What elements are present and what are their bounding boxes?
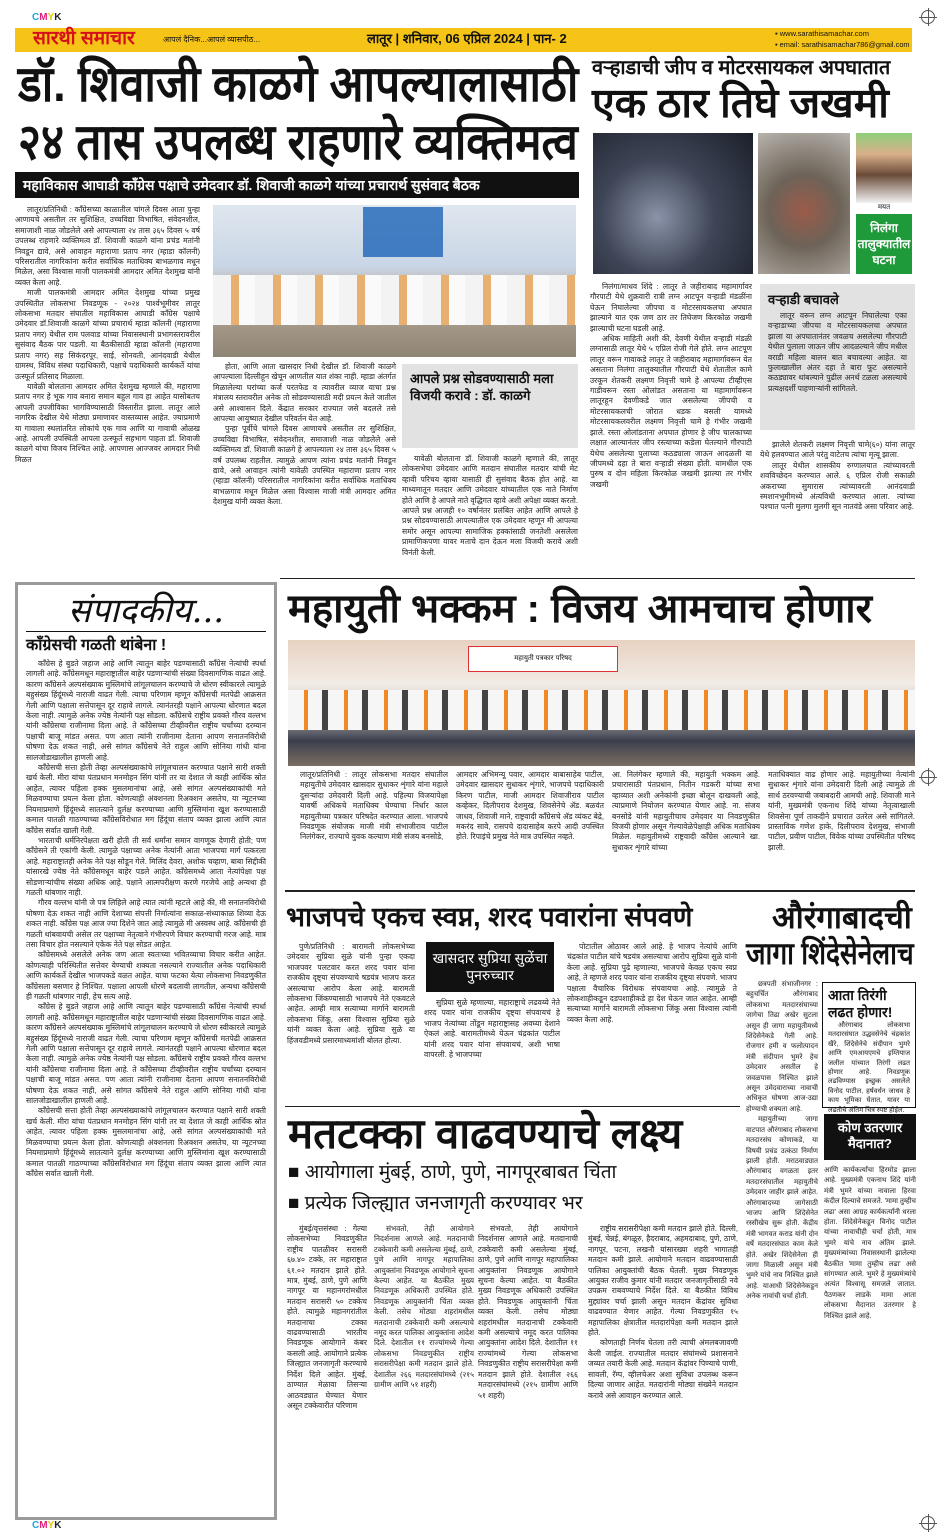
lead-column-3	[402, 454, 578, 558]
email-link[interactable]: ▪ email: sarathisamachar786@gmail.com	[775, 40, 910, 49]
location-tag: निलंगा तालुक्यातील घटना	[856, 214, 912, 274]
accident-kicker: वऱ्हाडाची जीप व मोटरसायकल अपघातात	[592, 57, 891, 79]
cmyk-c: C	[32, 1520, 40, 1531]
paragraph: लातूर/प्रतिनिधी : काँग्रेसच्या काळातील चांगले दिवस आता पुन्हा आणायचे असतील तर सुशिक्षित, उच्चविद्या विभाषित, संवेदनशील, समाजाशी नाळ जोडलेले असे आपल्याला २४ तास ३६५ दिवस ५ वर्ष उपलब्ध राहणारे व्यक्तिमत्व डॉ. शिवाजी काळगे यांना प्रचंड मतांनी निवडून द्यावे, असे आवाहन महाराणा प्रताप नगर (म्हाडा कॉलनी) परिसरातील नागरिकांना करीत सर्वाधिक मताधिक्य बाभळगाव मधून मिळेल, असा विश्वास माजी पालकमंत्री आमदार अमित देशमुख यांनी व्यक्त केला आहे.	[15, 205, 200, 287]
lead-subhead-bar	[15, 172, 579, 198]
paragraph: राष्ट्रीय सरासरीपेक्षा कमी मतदान झाले होते. दिल्ली, मुंबई, चेन्नई, बंगळूरु, हैदराबाद, अहमदाबाद, पुणे, ठाणे, नागपूर, पटना, लखनौ यांसारख्या शहरी भागातही मतदान कमी झाले. आयोगाने मतदान वाढवण्यासाठी पालिका आयुक्तांची बैठक घेतली. मुख्य निवडणूक आयुक्त राजीव कुमार यांनी मतदार जनजागृतीसाठी नवे उपक्रम राबवण्याचे निर्देश दिले. या बैठकीत विविध मुद्द्यांवर चर्चा झाली असून मतदान केंद्रांवर सुविधा वाढवण्यात येणार आहेत. गेल्या निवडणुकीत १५ महापालिका क्षेत्रातील मतदारांपेक्षा कमी मतदान झाले होते.	[588, 1224, 738, 1338]
paragraph: यावेळी बोलताना आमदार अमित देशमुख म्हणाले की, महाराणा प्रताप नगर हे भूक गाव बनारा समान बहुल गाव हा आहेत यासोबतच आपली उपजीविका भागविण्यासाठी विस्तारीत झाला. लातूर आले नागरिक देखील येथे मोठ्या प्रमाणावर वास्तव्यास आहेत. ज्याप्रमाणे या गावाला स्थलांतरित लोकांचे एक गाव आणि या गावाची ओळख आहे. आपली उपस्थिती आपला उत्स्फूर्त सहभाग पाहता डॉ. शिवाजी काळगे यांचा विजय निश्चित आहे. आपणास आज्जवर आमदार निधी मिळत	[15, 381, 200, 464]
editorial-title: संपादकीय...	[26, 591, 266, 632]
accident-photo-jeep	[593, 133, 753, 274]
registration-mark-icon	[921, 10, 935, 24]
bjp-callout-box: खासदार सुप्रिया सुळेंचा पुनरुच्चार	[426, 942, 554, 992]
aurangabad-callout-title: आता तिरंगी लढत होणार!	[828, 987, 893, 1020]
paragraph: छत्रपती संभाजीनगर : बहुचर्चित औरंगाबाद लोकसभा मतदारसंघाच्या जागेचा तिढा अखेर सुटला असून ही जागा महायुतीमध्ये शिंदेसेनेकडे गेली आहे. रोजगार हमी व फलोत्पादन मंत्री संदीपान भुमरे हेच उमेदवार असतील हे जवळपास निश्चित झाले असून उमेदवाराच्या नावाची अधिकृत घोषणा आज-उद्या होण्याची शक्यता आहे.	[746, 981, 818, 1113]
matdan-bullet-1: ■ आयोगाला मुंबई, ठाणे, पुणे, नागपूरबाबत चिंता	[288, 1162, 617, 1183]
bjp-column-3	[567, 942, 737, 1098]
paragraph: निलंगा/माधव शिंदे : लातूर ते जहीराबाद महामार्गावर गौरपाटी येथे शुक्रवारी रात्री लग्न आटपून वऱ्हाडी मंडळींना घेऊन निघालेल्या जीपचा व मोटरसायकलचा अपघात झाल्याने यात एक जण ठार तर तिघेजण किरकोळ जखमी झाल्याची घटना घडली आहे.	[590, 282, 752, 333]
bullet-text: प्रत्येक जिल्ह्यात जनजागृती करण्यावर भर	[304, 1193, 583, 1214]
aurangabad-callout-box	[822, 982, 916, 1114]
matdan-bullet-2: ■ प्रत्येक जिल्ह्यात जनजागृती करण्यावर भर	[288, 1193, 583, 1214]
aurangabad-callout-text: औरंगाबाद लोकसभा मतदारसंघात उद्धवसेनेचे चंद्रकांत खैरे, शिंदेसेनेचे संदीपान भुमरे आणि एमआयएमचे इम्तियाज जलील यांच्यात तिरंगी लढत होणार आहे. निवडणूक लढविण्यास इच्छुक असलेले विनोद पाटील, हर्षवर्धन जाधव हे काय भूमिका घेतात, यावर या लढतीचे अंतिम चित्र स्पष्ट होईल.	[828, 1022, 910, 1114]
paragraph: झालेले शेतकरी लक्ष्मण निवृत्ती चामे(६०) यांना लातूर येथे हलवण्यात आले परंतु वाटेतच त्यांचा मृत्यू झाला.	[760, 440, 915, 460]
aurangabad-question-box: कोण उतरणार मैदानात?	[824, 1114, 916, 1160]
divider	[285, 890, 915, 892]
accident-callout-box	[760, 284, 915, 430]
website-link[interactable]: ▪ www.sarathisamachar.com	[775, 29, 869, 38]
matdan-column-2-a	[374, 1224, 474, 1520]
accident-column-1	[590, 282, 752, 575]
paragraph: होता, आणि आता खासदार निधी देखील डॉ. शिवाजी काळगे आपल्याला दिल्लीहून खेचून आणतील यात शंका नाही. म्हाडा अंतर्गत मिळालेल्या घरांच्या कर्ज परतफेड व त्यावरील व्याज याचा प्रश्न मंत्रालय स्तरावरील अनेक तो सोडवण्यासाठी मदी प्रयत्न केले जातील असे आश्वासन दिले. केंद्रात सरकार राज्यात जसे बदलले तसे आपल्या आयुष्यात देखील परिवर्तन येत आहे.	[213, 362, 396, 424]
email-text: email: sarathisamachar786@gmail.com	[779, 40, 910, 49]
bjp-column-1	[287, 942, 415, 1098]
deceased-portrait	[856, 133, 912, 203]
paragraph: काँग्रेसची सत्ता होती तेव्हा अल्पसंख्याकांचे लांगूलचालन करण्यात पक्षाने सारी शक्ती खर्च केली. मीरा यांचा पंतप्रधान मनमोहन सिंग यांनी तर या देशात जे काही आर्थिक स्रोत आहेत, त्यावर पहिला हक्क मुसलमानांचा आहे, असे सांगत अल्पसंख्याकांची मते मिळवण्याचा प्रयत्न केला होता. कोणत्याही अंक्शनला रिअक्शन असतेच, या न्यूटनच्या नियमाप्रमाणे हिंदूंमध्ये सातत्याने दुर्लक्ष करण्याच्या आणि मुस्लिमांना खूश करण्यासाठी कमाल पातळी गाठण्याच्या काँग्रेसविरोधात मग हिंदूंचा संताप व्यक्त झाला आणि त्यात काँग्रेस सर्वात खाली गेली.	[26, 1106, 266, 1178]
accident-callout-text: लातूर वरून लग्न आटपून निघालेल्या एका वऱ्हाडाच्या जीपचा व मोटरसायकलचा अपघात झाला या अपघातानंतर जवळच असलेल्या गौरपाटी येथील पुलाला जाऊन जीप आदळल्याने जीप मधील वराडी महिला बालन बात बचावल्या आहेत. या फुलाखालील अंतर दहा ते बारा फूट असल्याने कठड्यावर थांबल्याने पुढील अनर्थ टळला असल्याचे प्रत्यक्षदर्शी पाहणाऱ्यांनी सांगितले.	[768, 311, 907, 393]
mahayuti-column-4: मताधिक्यात वाढ होणार आहे. महायुतीच्या नेत्यांनी सुधाकर शृंगारे यांना उमेदवारी दिली आहे त्यामुळे ती सार्थ ठरवण्याची जबाबदारी आमची आहे. शिवाजी माने यांनी, मुख्यमंत्री एकनाथ शिंदे यांच्या नेतृत्वाखाली शिवसेना पूर्ण ताकदीने प्रचारात उतरेल असे सांगितले. प्रास्ताविक गणेश हाके, दिलीपराव देशमुख, संभाजी पाटील, प्रवीण पाटील, विवेक यांच्या उपस्थितीत परिषद झाली.	[768, 770, 915, 852]
divider	[280, 578, 915, 579]
paragraph: कोणताही निर्णय घेतला तरी त्याची अंमलबजावणी केली जाईल. राज्यातील मतदार संघांमध्ये प्रशासनाने जय्यत तयारी केली आहे. मतदान केंद्रांवर पिण्याचे पाणी, सावली, रॅम्प, व्हीलचेअर अशा सुविधा उपलब्ध करून दिल्या जाणार आहेत. मतदारांनी मोठ्या संख्येने मतदान करावे असे आवाहन करण्यात आले.	[588, 1338, 738, 1400]
paragraph: महायुतीच्या जागा वाटपात औरंगाबाद लोकसभा मतदारसंघ कोणाकडे, या विषयी प्रचंड उत्कंठा निर्माण झाली होती. मराठवाड्यात औरंगाबाद वगळता इतर मतदारसंघातील महायुतीचे उमेदवार जाहीर झाले आहेत. औरंगाबादच्या जागेसाठी भाजप आणि शिंदेसेनेत रस्सीखेच सुरू होती. केंद्रीय मंत्री भागवत कराड यांनी दोन वर्षे मतदारसंघात काम केले होते. अखेर शिंदेसेनेला ही जागा मिळाली असून मंत्री भुमरे यांचे नाव निश्चित झाले आहे. याआधी शिंदेसेनेकडून अनेक नावांची चर्चा होती.	[746, 1116, 818, 1301]
cmyk-m: M	[39, 12, 48, 23]
editorial-text	[26, 659, 266, 1509]
mahayuti-press-photo	[288, 640, 915, 766]
matdan-headline: मतटक्का वाढवण्याचे लक्ष्य	[288, 1110, 683, 1157]
people-in-photo	[213, 275, 576, 325]
paragraph: लातूर येथील शासकीय रुग्णालयात त्यांच्यावरती शवविच्छेदन करण्यात आले. ६ एप्रिल रोजी सकाळी अकराच्या सुमारास त्यांच्यावरती आनंदवाडी स्मशानभूमीमध्ये अंत्यविधी करण्यात आला. त्यांच्या पश्चात पत्नी मुलगा मुलगी सून नातवंडे असा परिवार आहे.	[760, 460, 915, 512]
accident-column-2	[760, 440, 915, 572]
lead-column-2	[213, 362, 396, 557]
bullet-text: आयोगाला मुंबई, ठाणे, पुणे, नागपूरबाबत चिंता	[304, 1162, 617, 1183]
cmyk-c: C	[32, 12, 40, 23]
lead-headline-line2: २४ तास उपलब्ध राहणारे व्यक्तिमत्व	[18, 114, 578, 170]
bjp-headline: भाजपचे एकच स्वप्न, शरद पवारांना संपवणे	[286, 902, 693, 932]
paragraph: मुंबई/वृत्तसंस्था : गेल्या लोकसभेच्या निवडणुकीत राष्ट्रीय पातळीवर सरासरी ६७.४० टक्के, तर महाराष्ट्रात ६१.०२ मतदान झाले होते. मात्र, मुंबई, ठाणे, पुणे आणि नागपूर या महानगरांमधील मतदान सरासरी ५० टक्केच होते. त्यामुळे महानगरांतील मतदानाचा टक्का वाढवण्यासाठी भारतीय निवडणूक आयोगाने कंबर कसली आहे. आयोगाने प्रत्येक जिल्ह्यात जनजागृती करण्याचे निर्देश दिले आहेत. मुंबई, ठाण्यात मेळावा तिसऱ्या आठवड्यात घेण्यात येणार असून टक्केवारीत परिणाम	[287, 1224, 367, 1410]
paragraph: पोटातील ओठावर आले आहे. हे भाजप नेत्यांचे आणि चंद्रकांत पाटील यांचे षडयंत्र असल्याचा आरोप सुप्रिया सुळे यांनी केला आहे. सुप्रिया पुढे म्हणाल्या, भाजपचे केवळ एकच स्वप्न आहे, ते म्हणजे शरद पवार यांना राजकीय दृष्ट्या संपवणे. भाजप पक्षाला वैचारिक विरोधक संपवायचा आहे. त्यामुळे ते लोकशाहीकडून दडपशाहीकडे हा देश घेऊन जात आहेत. आम्ही सत्याच्या मार्गाने बारामती लोकसभा जिंकू असा विश्वास त्यांनी व्यक्त केला आहे.	[567, 942, 737, 1024]
cmyk-k: K	[54, 12, 62, 23]
deceased-caption: मयत	[877, 204, 891, 211]
paragraph: माजी पालकमंत्री आमदार अमित देशमुख यांच्या प्रमुख उपस्थितीत लोकसभा निवडणूक - २०२४ पार्श्वभूमीवर लातूर लोकसभा मतदार संघातील महाविकास आघाडी काँग्रेस पक्षाचे उमेदवार डॉ.शिवाजी काळगे यांच्या प्रचारार्थ म्हाडा कॉलनी (महाराणा प्रताप नगर) येथील राम पलवाड यांच्या निवासस्थानी प्रभागस्तरावरील सुसंवाद बैठक पार पडली. या बैठकीसाठी म्हाडा कॉलनी (महाराणा प्रताप नगर) सह सिकंदरपूर, साई, सोनवती, आनंदवाडी येथील ग्रामस्थ, विविध संस्था पदाधिकारी, पक्षाचे पदाधिकारी कार्यकर्ते यांचा उत्स्फूर्त प्रतिसाद मिळाला.	[15, 288, 200, 381]
banner-in-photo	[363, 207, 443, 257]
mahayuti-column-3: आ. निलंगेकर म्हणाले की, महायुती भक्कम आहे. प्रचारासाठी पंतप्रधान, नितीन गडकरी यांच्या सभा व्हाव्यात अशी अनेकांनी इच्छा बोलून दाखवली आहे, त्याप्रमाणे नियोजन करण्यात येणार आहे. ना. संजय बनसोडे यांनी महायुतीचाच उमेदवार या निवडणुकीत विजयी होणार असून गेल्यावेळेपेक्षाही अधिक मताधिक्य मिळेल. महायुतीमध्ये राष्ट्रवादी काँग्रेस आल्याने खा. सुधाकर शृंगारे यांच्या	[612, 770, 760, 852]
registration-mark-icon	[921, 770, 935, 784]
masthead-logo: सारथी समाचार	[33, 28, 135, 49]
cmyk-k: K	[54, 1520, 62, 1531]
mahayuti-column-2: आमदार अभिमन्यू पवार, आमदार बाबासाहेब पाटील, उमेदवार खासदार सुधाकर शृंगारे, भाजपचे पदाधिकारी किरण पाटील, माजी आमदार शिवाजीराव पाटील कव्हेकर, दिलीपराव देशमुख, शिवसेनेचे ॲड. बळवंत जाधव, शिवाजी माने, राष्ट्रवादी काँग्रेसचे ॲड व्यंकट बेद्रे, मकरंद सावे, रासपचे दादासाहेब करपे आदी उपस्थित होते. रिपाइंचे प्रमुख नेते मात्र उपस्थित नव्हते.	[456, 770, 604, 842]
paragraph: काँग्रेस हे बुडते जहाज आहे आणि त्यातून बाहेर पडण्यासाठी काँग्रेस नेत्यांची स्पर्धा लागली आहे. काँग्रेसमधून महाराष्ट्रातील बाहेर पडणाऱ्यांची संख्या दिवसागणिक वाढत आहे. कारण काँग्रेसने अल्पसंख्याक मुस्लिमांचे लांगूलचालन करण्याचे जे धोरण स्वीकारले त्यामुळे बहुसंख्य हिंदूंमध्ये नाराजी वाढत गेली. त्याचा परिणाम म्हणून काँग्रेसची मतपेढी आक्रसत गेली आणि पक्षाला सत्तेपासून दूर राहावे लागले. त्यानंतरही पक्षाने आपल्या धोरणात बदल केला नाही. त्यामुळे अनेक ज्येष्ठ नेत्यांनी पक्ष सोडला. काँग्रेसचे राष्ट्रीय प्रवक्ते गौरव वल्लभ यांनी काँग्रेसचा राजीनामा दिला आहे. ते काँग्रेसच्या टीव्हीवरील राष्ट्रीय चर्चांच्या दरम्यान पक्षाची बाजू मांडत असत. पण आता त्यांनी राजीनामा देताना आपण सनातनविरोधी घोषणा देऊ शकत नाही, असे सांगत काँग्रेसचे नेते राहुल आणि सोनिया गांधी यांना सालजोडाखालील हाणली आहे.	[26, 1002, 266, 1106]
people-in-photo	[288, 690, 915, 730]
cmyk-mark-bottom	[32, 1520, 61, 1531]
divider	[285, 1106, 740, 1107]
paragraph: काँग्रेसची सत्ता होती तेव्हा अल्पसंख्याकांचे लांगूलचालन करण्यात पक्षाने सारी शक्ती खर्च केली. मीरा यांचा पंतप्रधान मनमोहन सिंग यांनी तर या देशात जे काही आर्थिक स्रोत आहेत, त्यावर पहिला हक्क मुसलमानांचा आहे, असे सांगत अल्पसंख्याकांची मते मिळवण्याचा प्रयत्न केला होता. कोणत्याही अंक्शनला रिअक्शन असतेच, या न्यूटनच्या नियमाप्रमाणे हिंदूंमध्ये सातत्याने दुर्लक्ष करण्याच्या आणि मुस्लिमांना खूश करण्यासाठी कमाल पातळी गाठण्याच्या काँग्रेसविरोधात मग हिंदूंचा संताप व्यक्त झाला आणि त्यात काँग्रेस सर्वात खाली गेली.	[26, 763, 266, 835]
accident-photo-motorcycle	[758, 133, 850, 274]
dateline: लातूर | शनिवार, 06 एप्रिल 2024 | पान- 2	[367, 31, 567, 46]
mahayuti-column-1: लातूर/प्रतिनिधी : लातूर लोकसभा मतदार संघातील महायुतीचे उमेदवार खासदार सुधाकर शृंगारे यांना महाले दुसऱ्यांदा उमेदवारी दिली आहे. पहिल्या विजयापेक्षा यावर्षी अधिकचे मताधिक्य घेण्याचा निर्धार काल महायुतीच्या पत्रकार परिषदेत करण्यात आला. भाजपचे निवडणूक संयोजक माजी मंत्री संभाजीराव पाटील निलंगेकर, राज्याचे युवक कल्याण मंत्री संजय बनसोडे,	[300, 770, 448, 842]
aurangabad-column-1	[746, 980, 818, 1520]
masthead-bar	[15, 28, 912, 52]
matdan-column-2	[478, 1224, 578, 1520]
matdan-column-3	[588, 1224, 738, 1520]
paragraph: काँग्रेस हे बुडते जहाज आहे आणि त्यातून बाहेर पडण्यासाठी काँग्रेस नेत्यांची स्पर्धा लागली आहे. काँग्रेसमधून महाराष्ट्रातील बाहेर पडणाऱ्यांची संख्या दिवसागणिक वाढत आहे. कारण काँग्रेसने अल्पसंख्याक मुस्लिमांचे लांगूलचालन करण्याचे जे धोरण स्वीकारले त्यामुळे बहुसंख्य हिंदूंमध्ये नाराजी वाढत गेली. त्याचा परिणाम म्हणून काँग्रेसची मतपेढी आक्रसत गेली आणि पक्षाला सत्तेपासून दूर राहावे लागले. त्यानंतरही पक्षाने आपल्या धोरणात बदल केला नाही. त्यामुळे अनेक ज्येष्ठ नेत्यांनी पक्ष सोडला. काँग्रेसचे राष्ट्रीय प्रवक्ते गौरव वल्लभ यांनी काँग्रेसचा राजीनामा दिला आहे. ते काँग्रेसच्या टीव्हीवरील राष्ट्रीय चर्चांच्या दरम्यान पक्षाची बाजू मांडत असत. पण आता त्यांनी राजीनामा देताना आपण सनातनविरोधी घोषणा देऊ शकत नाही, असे सांगत काँग्रेसचे नेते राहुल आणि सोनिया गांधी यांना सालजोडाखालील हाणली आहे.	[26, 659, 266, 762]
paragraph: संभवतो, तेही आयोगाने निदर्शनास आणले आहे. मतदानाची टक्केवारी कमी असलेल्या मुंबई, ठाणे, पुणे आणि नागपूर महापालिका आयुक्तांना निवडणूक आयोगाने सूचना केल्या आहेत. या बैठकीत मुख्य निवडणूक अधिकारी उपस्थित होते. निवडणूक आयुक्तांनी चिंता व्यक्त केली. तसेच मोठ्या शहरांमधील मतदानाची टक्केवारी कमी असल्याचे नमूद करत पालिका आयुक्तांना आदेश दिले. देशातील ११ राज्यांमध्ये गेल्या लोकसभा निवडणुकीत राष्ट्रीय सरासरीपेक्षा कमी मतदान झाले होते. देशातील २६६ मतदारसंघांमध्ये (२१५ ग्रामीण आणि ५१ शहरी)	[478, 1224, 578, 1400]
paragraph: गौरव वल्लभ यांनी जे पत्र लिहिले आहे त्यात त्यांनी म्हटले आहे की, मी सनातनविरोधी घोषणा देऊ शकत नाही आणि देशाच्या संपत्ती निर्मात्यांना सकाळ-संध्याकाळ शिव्या देऊ शकत नाही. काँग्रेस पक्ष आज ज्या दिशेने जात आहे त्यामुळे मी अस्वस्थ आहे. काँग्रेसची ही गळती थांबवायची असेल तर पक्षाच्या नेतृत्वाने गंभीरपणे विचार करण्याची गरज आहे. मात्र तसा विचार होत नसल्याने एकेक नेते पक्ष सोडत आहेत.	[26, 898, 266, 949]
paragraph: पुन्हा पूर्वीचे चांगले दिवस आणायचे असतील तर सुशिक्षित, उच्चविद्या विभाषित, संवेदनशील, समाजाशी नाळ जोडलेले असे व्यक्तिमत्व डॉ. शिवाजी काळगे हे आपल्याला २४ तास ३६५ दिवस ५ वर्ष उपलब्ध राहतील. त्यामुळे आपण त्यांना प्रचंड मतांनी निवडून द्यावे, असे आवाहन त्यांनी यावेळी उपस्थित महाराणा प्रताप नगर (म्हाडा कॉलनी) परिसरातील नागरिकांना करीत सर्वाधिक मताधिक्य बाभळगाव मधून मिळेल असा विश्वास माजी मंत्री आमदार अमित देशमुख यांनी व्यक्त केला.	[213, 424, 396, 507]
cmyk-m: M	[39, 1520, 48, 1531]
paragraph: संभवतो, तेही आयोगाने निदर्शनास आणले आहे. मतदानाची टक्केवारी कमी असलेल्या मुंबई, ठाणे, पुणे आणि नागपूर महापालिका आयुक्तांना निवडणूक आयोगाने सूचना केल्या आहेत. या बैठकीत मुख्य निवडणूक अधिकारी उपस्थित होते. निवडणूक आयुक्तांनी चिंता व्यक्त केली. तसेच मोठ्या शहरांमधील मतदानाची टक्केवारी कमी असल्याचे नमूद करत पालिका आयुक्तांना आदेश दिले. देशातील ११ राज्यांमध्ये गेल्या लोकसभा निवडणुकीत राष्ट्रीय सरासरीपेक्षा कमी मतदान झाले होते. देशातील २६६ मतदारसंघांमध्ये (२१५ ग्रामीण आणि ५१ शहरी)	[374, 1224, 474, 1390]
lead-headline-line1: डॉ. शिवाजी काळगे आपल्यालासाठी	[18, 56, 579, 112]
website-text: www.sarathisamachar.com	[779, 29, 869, 38]
editorial-box	[15, 582, 277, 1520]
masthead-tagline: आपलं दैनिक...आपलं व्यासपीठ...	[163, 35, 261, 44]
cmyk-mark-top	[32, 12, 61, 23]
lead-column-1	[15, 205, 200, 557]
registration-mark-icon	[921, 1516, 935, 1530]
bjp-column-2	[424, 998, 560, 1102]
lead-subhead-text: महाविकास आघाडी काँग्रेस पक्षाचे उमेदवार डॉ. शिवाजी काळगे यांच्या प्रचारार्थ सुसंवाद बैठक	[23, 177, 480, 193]
paragraph: अधिक माहिती अशी की, देवणी येथील वऱ्हाडी मंडळी लग्नासाठी लातूर येथे ५ एप्रिल रोजी गेले होते. लग्न आटपूण लातूर वरून गावाकडे लातूर ते जहीराबाद महामार्गावरून येत असताना निलंगा तालुक्यातील गौरपाटी येथे शेतातील कामे उरकून शेतकरी लक्ष्मण निवृत्ती चामे हे आपल्या टीव्हीएस गाडीवरून रस्ता ओलांडत असताना या महामार्गावरून लातूरहून देवणीकडे जात असलेल्या जीपची व मोटरसायकलची जोरात धडक बसली यामध्ये मोटरसायकलवरील लक्ष्मण निवृत्ती चामे हे गंभीर जखमी झाले. रस्ता ओलांडताना अपघात होणार हे जीप चालकाच्या लक्षात आल्यानंतर जीप रस्त्याच्या कडेला घेतल्याने गौरपाटी येथेच असलेल्या पुलाच्या कठड्याला जाऊन आदळली या जीपमध्ये दहा ते बारा वऱ्हाडी संख्या होती. यामधील एक पुरुष व दोन महिला किरकोळ जखमी झाल्या तर गंभीर जखमी	[590, 334, 752, 489]
paragraph: काँग्रेसमध्ये असलेले अनेक जण आता स्वतःच्या भवितव्याचा विचार करीत आहेत. कोणत्याही परिस्थितीत सत्तेवर येण्याची शक्यता नसल्याने राज्यातील अनेक पदाधिकारी आणि कार्यकर्ते देखील भाजपकडे वळत आहेत. याचा फटका येत्या लोकसभा निवडणुकीत काँग्रेसला बसणार हे निश्चित. पक्षाला आपली धोरणे बदलावी लागतील, अन्यथा काँग्रेसची ही गळती थांबणार नाही, हेच सत्य आहे.	[26, 950, 266, 1001]
paragraph: भारताची धर्मनिरपेक्षता खरी होती ती सर्व धर्मांना समान वागणूक देणारी होती; पण काँग्रेसने ती एकांगी केली. त्यामुळे पक्षाच्या अनेक नेत्यांनी आता भाजपचा मार्ग पत्करला आहे. महाराष्ट्रातही अनेक नेते पक्ष सोडून गेले. मिलिंद देवरा, अशोक चव्हाण, बाबा सिद्दीकी यांसारखे ज्येष्ठ नेते काँग्रेसमधून बाहेर पडले आहेत. काँग्रेसमध्ये आता नेत्यांपेक्षा पक्ष सोडणाऱ्यांचीच संख्या अधिक आहे. पक्षाने आत्मपरीक्षण करणे गरजेचे आहे अन्यथा ही गळती थांबणार नाही.	[26, 835, 266, 897]
mahayuti-headline: महायुती भक्कम : विजय आमचाच होणार	[288, 587, 873, 631]
matdan-column-1	[287, 1224, 367, 1520]
lead-callout-box	[402, 364, 578, 448]
lead-callout-title: आपले प्रश्न सोडवण्यासाठी मला विजयी करावे : डॉ. काळगे	[410, 371, 554, 403]
paragraph: यावेळी बोलताना डॉ. शिवाजी काळगे म्हणाले की, लातूर लोकसभेचा उमेदवार आणि मतदान संघातील मतदार यांची मेट व्हावी परिचय व्हावा यासाठी ही सुसंवाद बैठक होत आहे. या माध्यमातून मतदार आणि उमेदवार यांच्यातील एक नाते निर्माण होते आणि हे आपले नाते वृद्धिगत व्हावे अशी अपेक्षा व्यक्त करतो. आपले प्रश्न आजही १० वर्षानंतर प्रलंबित आहेत आणि आपले हे प्रश्न सोडवण्यासाठी आपल्यातील एक उमेदवार म्हणून मी आपल्या समोर असून आपल्या सामाजिक हक्कांसाठी जनतेशी असलेला प्रामाणिकपणा यावर मताचे दान देऊन मला विजयी करावे अशी विनंती केली.	[402, 454, 578, 557]
accident-headline: एक ठार तिघे जखमी	[592, 80, 889, 126]
paragraph: पुणे/प्रतिनिधी : बारामती लोकसभेच्या उमेदवार सुप्रिया सुळे यांनी पुन्हा एकदा भाजपवर पलटवार करत शरद पवार यांना राजकीय दृष्ट्या संपवण्याचे षडयंत्र भाजप करत असल्याचा आरोप केला आहे. बारामती लोकसभा जिंकण्यासाठी भाजपचे नेते एकवटले आहेत. आम्ही मात्र सत्याच्या मार्गाने बारामती लोकसभा जिंकू, असा विश्वास सुप्रिया सुळे यांनी व्यक्त केला आहे. सुप्रिया सुळे या हिंजवडीमध्ये प्रसारमाध्यमांशी बोलत होत्या.	[287, 942, 415, 1045]
lead-photo-meeting	[213, 205, 576, 357]
aurangabad-headline-line2: जागा शिंदेसेनेलाच	[746, 936, 914, 971]
aurangabad-headline-line1: औरंगाबादची	[772, 900, 912, 935]
cmyk-y: Y	[47, 12, 55, 23]
cmyk-y: Y	[47, 1520, 55, 1531]
editorial-headline: काँग्रेसची गळती थांबेना !	[26, 637, 167, 654]
aurangabad-column-2: आणि कार्यकर्त्यांचा हिरमोड झाला आहे. मुख्यमंत्री एकनाथ शिंदे यांनी मंत्री भुमरे यांच्या नावाला हिरवा कंदील दिल्याचे समजते. 'मामा तुम्हीच लढा' असा आग्रह कार्यकर्त्यांनी धरला होता. शिंदेसेनेकडून विनोद पाटील यांच्या नावाचीही चर्चा होती, मात्र भुमरे यांचे नाव अंतिम झाले. मुख्यमंत्र्यांच्या निवासस्थानी झालेल्या बैठकीत 'मामा तुम्हीच लढा' असे सांगण्यात आले. भुमरे हे मुख्यमंत्र्यांचे अत्यंत विश्वासू समजले जातात. पैठणकर लाडके मामा आता लोकसभा मैदानात उतरणार हे निश्चित झाले आहे.	[824, 1167, 916, 1320]
press-banner: महायुती पत्रकार परिषद	[468, 646, 618, 672]
paragraph: सुप्रिया सुळे म्हणाल्या, महाराष्ट्राचे लढवय्ये नेते शरद पवार यांना राजकीय दृष्ट्या संपवायचं हे भाजप नेत्यांच्या तोंडून महाराष्ट्रासह अवघ्या देशाने ऐकलं आहे. बारामतीमध्ये येऊन चंद्रकांत पाटील यांनी शरद पवार यांना संपवायचं, अशी भाषा वापरली. हे भाजपच्या	[424, 998, 560, 1060]
accident-callout-title: वऱ्हाडी बचावले	[768, 292, 839, 307]
